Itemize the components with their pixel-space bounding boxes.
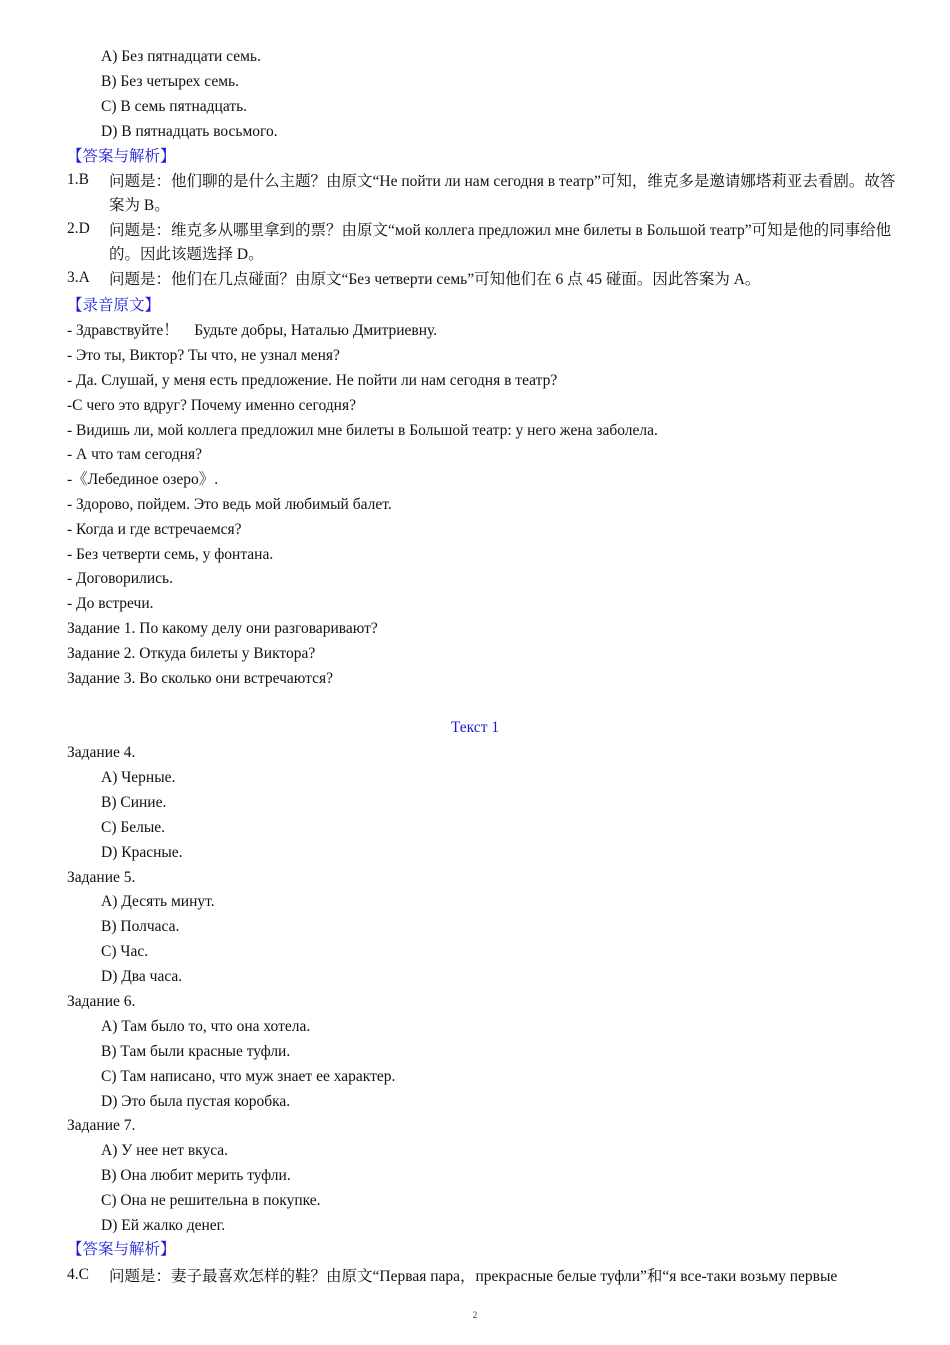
option-line: D) Это была пустая коробка. xyxy=(101,1093,291,1110)
transcript-line: -《Лебединое озеро》. xyxy=(67,471,219,488)
answer-explanation: 问题是：他们在几点碰面？由原文“Без четверти семь”可知他们在 6 点 45 碰面。因此答案为 A。 xyxy=(109,271,761,288)
answer-explanation: 问题是：维克多从哪里拿到的票？由原文“мой коллега предложил мне билеты в Большой театр”可知是他的同事给他的。因此该题选择 D。 xyxy=(109,222,892,263)
option-line: C) Она не решительна в покупке. xyxy=(101,1192,321,1209)
option-line: B) Она любит мерить туфли. xyxy=(101,1167,291,1184)
transcript-line: - Договорились. xyxy=(67,570,173,587)
option-line: D) Красные. xyxy=(101,844,183,861)
transcript-line: - Здорово, пойдем. Это ведь мой любимый балет. xyxy=(67,496,392,513)
transcript-line: - Когда и где встречаемся? xyxy=(67,521,242,538)
option-line: D) Ей жалко денег. xyxy=(101,1217,226,1234)
text-title: Текст 1 xyxy=(450,719,500,736)
option-line: A) Десять минут. xyxy=(101,893,215,910)
option-line: B) Полчаса. xyxy=(101,918,180,935)
answer-explanation: 问题是：他们聊的是什么主题？由原文“Не пойти ли нам сегодня в театр”可知，维克多是邀请娜塔莉亚去看剧。故答案为 B。 xyxy=(109,173,896,214)
option-line: D) В пятнадцать восьмого. xyxy=(101,123,278,140)
option-line: A) Там было то, что она хотела. xyxy=(101,1018,311,1035)
answer-section-header: 【答案与解析】 xyxy=(67,1241,176,1258)
option-line: C) Белые. xyxy=(101,819,166,836)
transcript-line: - А что там сегодня? xyxy=(67,446,203,463)
answer-explanation: 问题是：妻子最喜欢怎样的鞋？由原文“Первая пара，прекрасные белые туфли”和“я все-таки возьму первые xyxy=(109,1268,838,1285)
page-number: 2 xyxy=(472,1310,478,1320)
task-label: Задание 4. xyxy=(67,744,136,761)
answer-number: 3.A xyxy=(67,269,90,286)
option-line: C) Час. xyxy=(101,943,149,960)
option-line: A) Черные. xyxy=(101,769,176,786)
option-line: B) Там были красные туфли. xyxy=(101,1043,291,1060)
transcript-line: -С чего это вдруг? Почему именно сегодня? xyxy=(67,397,356,414)
option-line: B) Без четырех семь. xyxy=(101,73,239,90)
answer-number: 2.D xyxy=(67,220,90,237)
transcript-line: - До встречи. xyxy=(67,595,154,612)
option-line: A) Без пятнадцати семь. xyxy=(101,48,261,65)
task-label: Задание 5. xyxy=(67,869,136,886)
option-line: C) Там написано, что муж знает ее характер. xyxy=(101,1068,396,1085)
option-line: C) В семь пятнадцать. xyxy=(101,98,248,115)
option-line: A) У нее нет вкуса. xyxy=(101,1142,229,1159)
task-question: Задание 2. Откуда билеты у Виктора? xyxy=(67,645,316,662)
answer-section-header: 【答案与解析】 xyxy=(67,148,176,165)
transcript-header: 【录音原文】 xyxy=(67,297,161,314)
answer-number: 4.C xyxy=(67,1266,89,1283)
task-question: Задание 1. По какому делу они разговаривают? xyxy=(67,620,378,637)
transcript-line: - Да. Слушай, у меня есть предложение. Не пойти ли нам сегодня в театр? xyxy=(67,372,558,389)
answer-number: 1.B xyxy=(67,171,89,188)
transcript-line: - Это ты, Виктор? Ты что, не узнал меня? xyxy=(67,347,340,364)
task-question: Задание 3. Во сколько они встречаются? xyxy=(67,670,333,687)
task-label: Задание 6. xyxy=(67,993,136,1010)
option-line: B) Синие. xyxy=(101,794,167,811)
transcript-line: - Здравствуйте！ Будьте добры, Наталью Дмитриевну. xyxy=(67,322,438,339)
task-label: Задание 7. xyxy=(67,1117,136,1134)
transcript-line: - Без четверти семь, у фонтана. xyxy=(67,546,274,563)
option-line: D) Два часа. xyxy=(101,968,183,985)
transcript-line: - Видишь ли, мой коллега предложил мне билеты в Большой театр: у него жена заболела. xyxy=(67,422,658,439)
